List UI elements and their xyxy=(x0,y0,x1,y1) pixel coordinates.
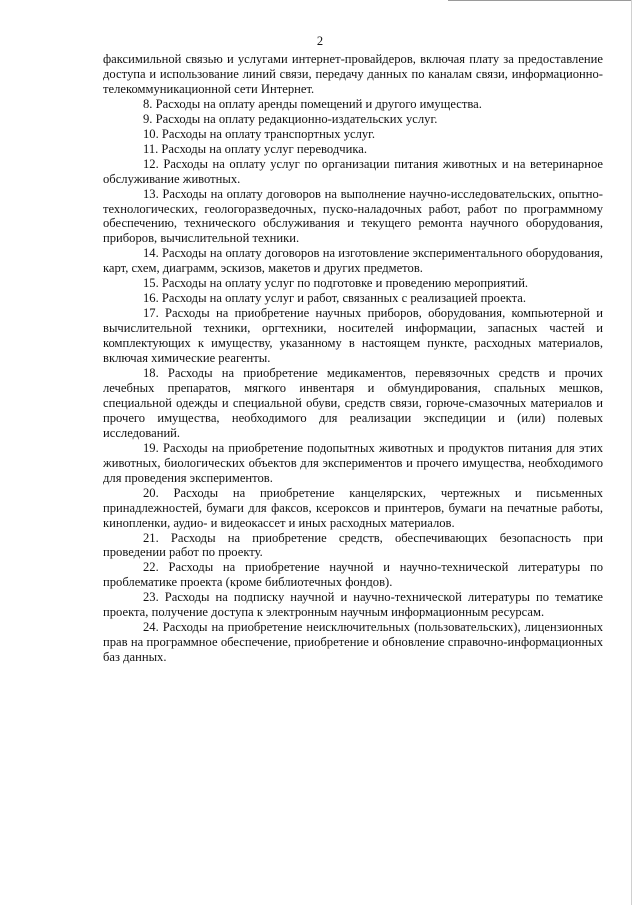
paragraph-item-17: 17. Расходы на приобретение научных приборов, оборудования, компьютерной и вычислительной техники, оргтехники, носителей информации, запасных частей и комплектующих к имуществу, указанному в настоящем пункте, расходных материалов, включая химические реагенты. xyxy=(103,306,603,366)
paragraph-item-9: 9. Расходы на оплату редакционно-издательских услуг. xyxy=(143,111,438,126)
paragraph-continuation: факсимильной связью и услугами интернет-провайдеров, включая плату за предоставление доступа и использование линий связи, передачу данных по каналам связи, информационно-телекоммуникационной сети Интернет. xyxy=(103,52,603,96)
paragraph-item-16: 16. Расходы на оплату услуг и работ, связанных с реализацией проекта. xyxy=(143,291,527,306)
page-number: 2 xyxy=(316,34,324,48)
paragraph-item-20: 20. Расходы на приобретение канцелярских, чертежных и письменных принадлежностей, бумаги для факсов, ксероксов и принтеров, бумаги на печатные работы, кинопленки, аудио- и видеокассет и иных расходных материалов. xyxy=(103,485,603,530)
document-body xyxy=(103,52,603,665)
paragraph-item-15: 15. Расходы на оплату услуг по подготовке и проведению мероприятий. xyxy=(143,276,529,291)
paragraph-item-11: 11. Расходы на оплату услуг переводчика. xyxy=(143,141,367,156)
paragraph-item-22: 22. Расходы на приобретение научной и научно-технической литературы по проблематике проекта (кроме библиотечных фондов). xyxy=(103,560,603,590)
paragraph-item-24: 24. Расходы на приобретение неисключительных (пользовательских), лицензионных прав на программное обеспечение, приобретение и обновление справочно-информационных баз данных. xyxy=(103,620,603,665)
paragraph-item-14: 14. Расходы на оплату договоров на изготовление экспериментального оборудования, карт, схем, диаграмм, эскизов, макетов и других предметов. xyxy=(103,246,603,276)
paragraph-item-12: 12. Расходы на оплату услуг по организации питания животных и на ветеринарное обслуживание животных. xyxy=(103,156,603,186)
paragraph-item-8: 8. Расходы на оплату аренды помещений и другого имущества. xyxy=(143,96,482,111)
scan-edge-line xyxy=(448,0,632,1)
paragraph-item-23: 23. Расходы на подписку научной и научно-технической литературы по тематике проекта, получение доступа к электронным научным информационным ресурсам. xyxy=(103,590,603,620)
paragraph-item-13: 13. Расходы на оплату договоров на выполнение научно-исследовательских, опытно-технологических, геологоразведочных, пуско-наладочных работ, работ по программному обеспечению, технического обслуживания и текущего ремонта научного оборудования, приборов, вычислительной техники. xyxy=(103,186,603,246)
paragraph-item-19: 19. Расходы на приобретение подопытных животных и продуктов питания для этих животных, биологических объектов для экспериментов и прочего имущества, необходимого для проведения экспериментов. xyxy=(103,440,603,485)
paragraph-item-10: 10. Расходы на оплату транспортных услуг. xyxy=(143,126,376,141)
paragraph-item-21: 21. Расходы на приобретение средств, обеспечивающих безопасность при проведении работ по проекту. xyxy=(103,530,603,560)
scan-page-edge xyxy=(631,0,632,905)
paragraph-item-18: 18. Расходы на приобретение медикаментов, перевязочных средств и прочих лечебных препаратов, мягкого инвентаря и обмундирования, спальных мешков, специальной одежды и специальной обуви, средств связи, горюче-смазочных материалов и прочего имущества, необходимого для реализации экспедиции и (или) полевых исследований. xyxy=(103,366,603,440)
